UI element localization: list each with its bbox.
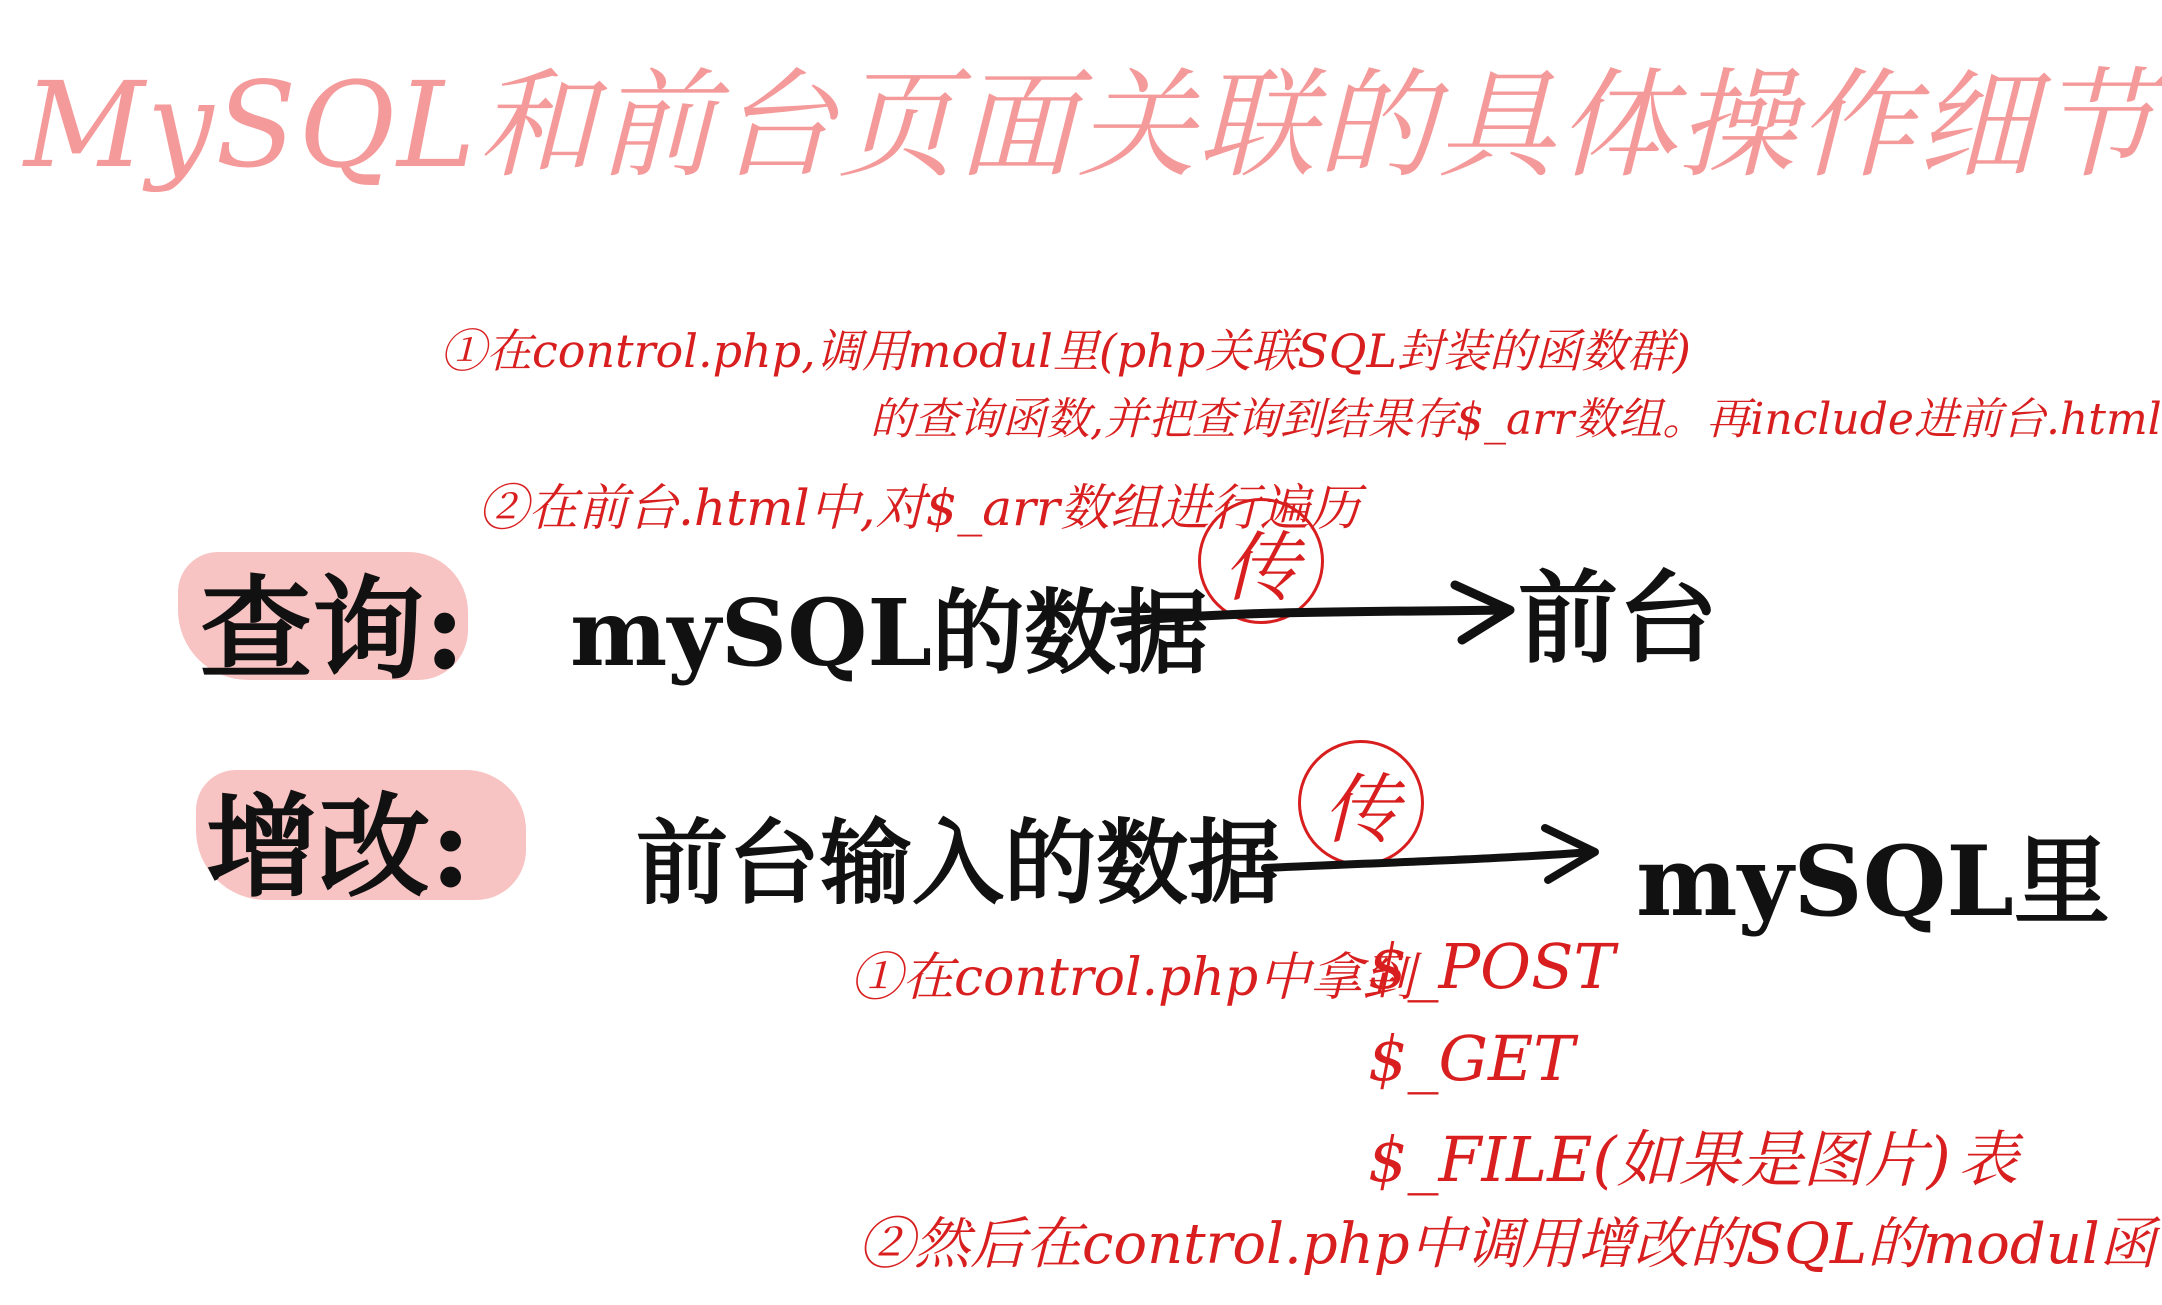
var-post: $_POST: [1368, 930, 1615, 1003]
add-source: 前台输入的数据: [636, 809, 1281, 917]
page-title: MySQL和前台页面关联的具体操作细节: [24, 56, 2158, 194]
query-arrow: [1115, 585, 1510, 640]
var-get: $_GET: [1368, 1022, 1575, 1095]
add-transfer-circle: 传: [1298, 740, 1424, 866]
query-source: mySQL的数据: [570, 579, 1209, 687]
query-note-1-line-1: ①在control.php,调用modul里(php关联SQL封装的函数群): [440, 324, 1692, 378]
add-step-1: ①在control.php中拿到: [850, 948, 1415, 1008]
add-step-2: ②然后在control.php中调用增改的SQL的modul函: [858, 1212, 2156, 1277]
query-note-1-line-2: 的查询函数,并把查询到结果存$_arr数组。再include进前台.html: [870, 394, 2162, 445]
add-target: mySQL里: [1636, 825, 2110, 938]
query-transfer-circle: 传: [1198, 498, 1324, 624]
vars-suffix: 表: [1958, 1125, 2018, 1195]
query-target: 前台: [1518, 559, 1718, 677]
query-note-2: ②在前台.html中,对$_arr数组进行遍历: [478, 479, 1360, 537]
var-file: $_FILE(如果是图片): [1368, 1123, 1951, 1196]
add-arrow: [1265, 828, 1595, 880]
add-label: 增改:: [206, 782, 472, 913]
query-label: 查询:: [200, 564, 466, 695]
